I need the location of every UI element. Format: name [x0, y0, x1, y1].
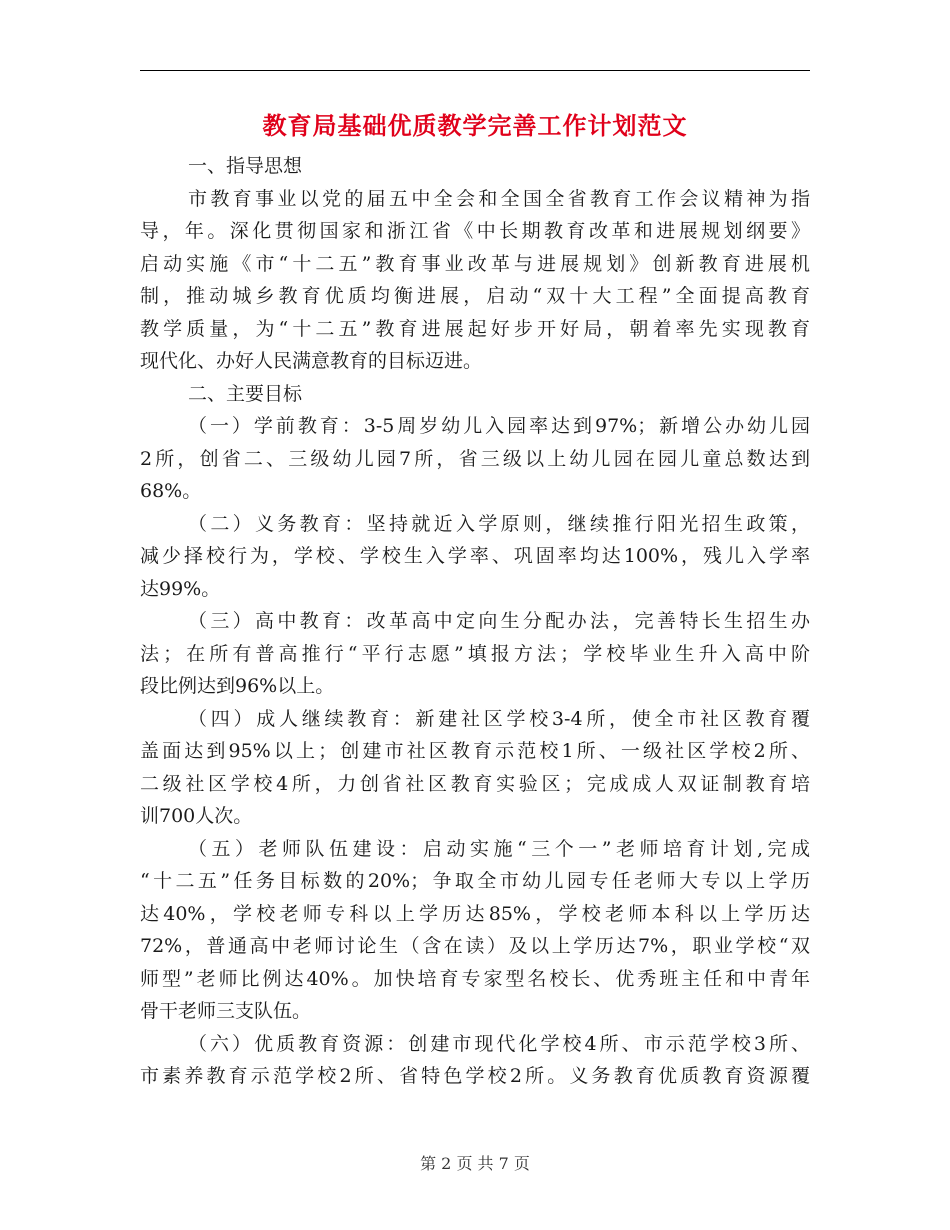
text-line: （四）成人继续教育：新建社区学校3-4所，使全市社区教育覆	[188, 707, 810, 730]
text-line: 一、指导思想	[188, 155, 303, 177]
text-line: 2所，创省二、三级幼儿园7所，省三级以上幼儿园在园儿童总数达到	[140, 447, 810, 470]
text-line: 二、主要目标	[188, 382, 303, 405]
text-line: 减少择校行为，学校、学校生入学率、巩固率均达100%，残儿入学率	[140, 545, 810, 567]
text-line: 现代化、办好人民满意教育的目标迈进。	[140, 350, 483, 372]
text-line: 段比例达到96%以上。	[140, 675, 335, 697]
text-line: 达99%。	[140, 577, 221, 600]
text-line: （六）优质教育资源：创建市现代化学校4所、市示范学校3所、	[188, 1032, 810, 1055]
text-line: （五）老师队伍建设：启动实施“三个一”老师培育计划,完成	[188, 837, 810, 860]
text-line: 法；在所有普高推行“平行志愿”填报方法；学校毕业生升入高中阶	[140, 642, 810, 665]
text-line: 导，年。深化贯彻国家和浙江省《中长期教育改革和进展规划纲要》	[140, 220, 810, 242]
text-line: 盖面达到95%以上；创建市社区教育示范校1所、一级社区学校2所、	[140, 740, 810, 762]
text-line: 启动实施《市“十二五”教育事业改革与进展规划》创新教育进展机	[140, 252, 810, 275]
text-line: 市教育事业以党的届五中全会和全国全省教育工作会议精神为指	[188, 187, 810, 210]
page-number-footer: 第 2 页 共 7 页	[420, 1154, 530, 1173]
text-line: 师型”老师比例达40%。加快培育专家型名校长、优秀班主任和中青年	[140, 967, 810, 990]
text-line: （一）学前教育：3-5周岁幼儿入园率达到97%；新增公办幼儿园	[188, 415, 810, 437]
text-line: （二）义务教育：坚持就近入学原则，继续推行阳光招生政策，	[188, 512, 810, 535]
text-line: 教学质量，为“十二五”教育进展起好步开好局，朝着率先实现教育	[140, 317, 810, 340]
text-line: 二级社区学校4所，力创省社区教育实验区；完成成人双证制教育培	[140, 772, 810, 795]
document-body	[140, 150, 810, 1093]
text-line: （三）高中教育：改革高中定向生分配办法，完善特长生招生办	[188, 610, 810, 632]
document-title: 教育局基础优质教学完善工作计划范文	[262, 111, 688, 140]
text-line: 市素养教育示范学校2所、省特色学校2所。义务教育优质教育资源覆	[140, 1065, 810, 1087]
text-line: 达40%，学校老师专科以上学历达85%，学校老师本科以上学历达	[140, 902, 810, 925]
text-line: 72%，普通高中老师讨论生（含在读）及以上学历达7%，职业学校“双	[140, 935, 810, 957]
header-rule	[140, 70, 810, 71]
text-line: 训700人次。	[140, 805, 253, 827]
text-line: 骨干老师三支队伍。	[140, 1000, 312, 1022]
text-line: 制，推动城乡教育优质均衡进展，启动“双十大工程”全面提高教育	[140, 285, 810, 307]
text-line: 68%。	[140, 480, 202, 502]
text-line: “十二五”任务目标数的20%；争取全市幼儿园专任老师大专以上学历	[140, 870, 810, 892]
